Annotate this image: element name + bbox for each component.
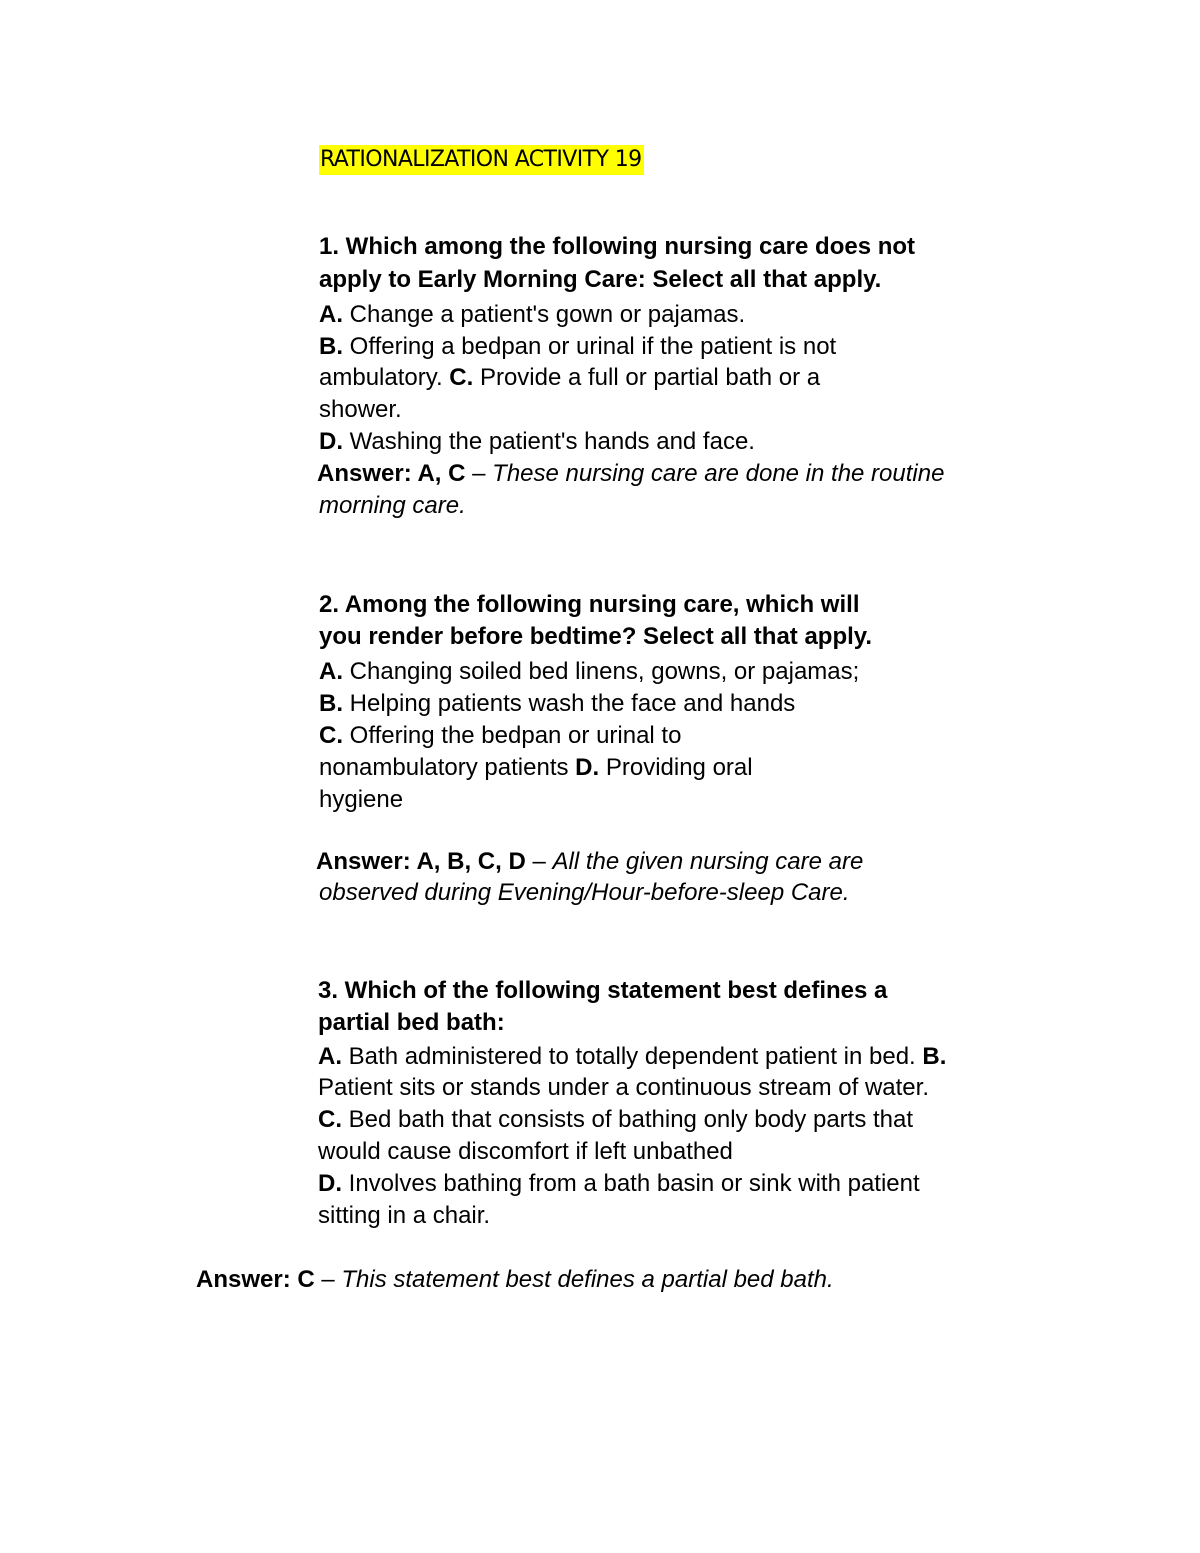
question-3-option-d bbox=[318, 1168, 920, 1200]
question-3-answer bbox=[196, 1264, 834, 1296]
option-label: A. bbox=[319, 658, 343, 685]
question-1-option-d bbox=[319, 426, 755, 458]
question-1-line-1: 1. Which among the following nursing care does not bbox=[319, 233, 916, 260]
question-1-option-b bbox=[319, 331, 836, 363]
question-1-answer-cont: morning care. bbox=[319, 492, 466, 519]
answer-label: Answer: bbox=[196, 1266, 291, 1293]
question-3-option-c-cont: would cause discomfort if left unbathed bbox=[318, 1138, 733, 1165]
option-label: C. bbox=[318, 1106, 342, 1133]
question-2-option-c bbox=[319, 720, 681, 752]
answer-rationale: All the given nursing care are bbox=[552, 848, 864, 875]
option-text: Offering the bedpan or urinal to bbox=[343, 722, 682, 749]
question-1-line-2: apply to Early Morning Care: Select all that apply. bbox=[319, 266, 882, 293]
option-text: Bath administered to totally dependent patient in bed. bbox=[342, 1043, 923, 1070]
question-2-option-a bbox=[319, 656, 859, 688]
question-3-option-a-b bbox=[318, 1041, 946, 1073]
question-3-option-b-cont: Patient sits or stands under a continuous stream of water. bbox=[318, 1074, 929, 1101]
option-text: Helping patients wash the face and hands bbox=[343, 690, 796, 717]
answer-letter: C bbox=[290, 1266, 315, 1293]
option-label: B. bbox=[319, 333, 343, 360]
option-text: Providing oral bbox=[599, 754, 753, 781]
question-1-option-c-cont: shower. bbox=[319, 396, 402, 423]
option-text: Provide a full or partial bath or a bbox=[473, 364, 821, 391]
option-text: Changing soiled bed linens, gowns, or pajamas; bbox=[343, 658, 860, 685]
question-1-option-a bbox=[319, 299, 745, 331]
question-3-line-1: 3. Which of the following statement best defines a bbox=[318, 977, 888, 1004]
answer-dash: – bbox=[465, 460, 493, 487]
option-label: A. bbox=[318, 1043, 342, 1070]
question-3-option-d-cont: sitting in a chair. bbox=[318, 1202, 491, 1229]
question-1-answer bbox=[317, 458, 944, 490]
answer-rationale: This statement best defines a partial bed bath. bbox=[341, 1266, 834, 1293]
question-2-option-d-cont: hygiene bbox=[319, 786, 404, 813]
option-text: Offering a bedpan or urinal if the patient is not bbox=[343, 333, 837, 360]
option-text: ambulatory. bbox=[319, 364, 450, 391]
option-label: B. bbox=[922, 1043, 947, 1070]
question-2-option-c-d bbox=[319, 752, 753, 784]
option-text: nonambulatory patients bbox=[319, 754, 576, 781]
option-label: C. bbox=[449, 364, 474, 391]
answer-label: Answer: A, B, C, D bbox=[316, 848, 526, 875]
option-label: D. bbox=[575, 754, 600, 781]
question-3-option-c bbox=[318, 1104, 913, 1136]
question-1-option-b-c bbox=[319, 362, 820, 394]
question-2-line-1: 2. Among the following nursing care, which will bbox=[319, 591, 860, 618]
option-label: B. bbox=[319, 690, 343, 717]
answer-rationale: These nursing care are done in the routine bbox=[492, 460, 945, 487]
option-text: Change a patient's gown or pajamas. bbox=[343, 301, 746, 328]
question-2-line-2: you render before bedtime? Select all that apply. bbox=[319, 623, 873, 650]
option-label: A. bbox=[319, 301, 343, 328]
page-title: RATIONALIZATION ACTIVITY 19 bbox=[319, 145, 644, 175]
answer-label: Answer: A, C bbox=[317, 460, 466, 487]
option-label: D. bbox=[319, 428, 343, 455]
option-text: Washing the patient's hands and face. bbox=[343, 428, 755, 455]
question-2-answer-cont: observed during Evening/Hour-before-sleep Care. bbox=[319, 879, 850, 906]
question-2-answer bbox=[316, 846, 863, 878]
question-2-option-b bbox=[319, 688, 795, 720]
answer-dash: – bbox=[314, 1266, 342, 1293]
question-3-line-2: partial bed bath: bbox=[318, 1009, 505, 1036]
option-text: Involves bathing from a bath basin or sink with patient bbox=[342, 1170, 920, 1197]
answer-dash: – bbox=[525, 848, 553, 875]
option-label: C. bbox=[319, 722, 343, 749]
option-text: Bed bath that consists of bathing only body parts that bbox=[342, 1106, 914, 1133]
option-label: D. bbox=[318, 1170, 342, 1197]
